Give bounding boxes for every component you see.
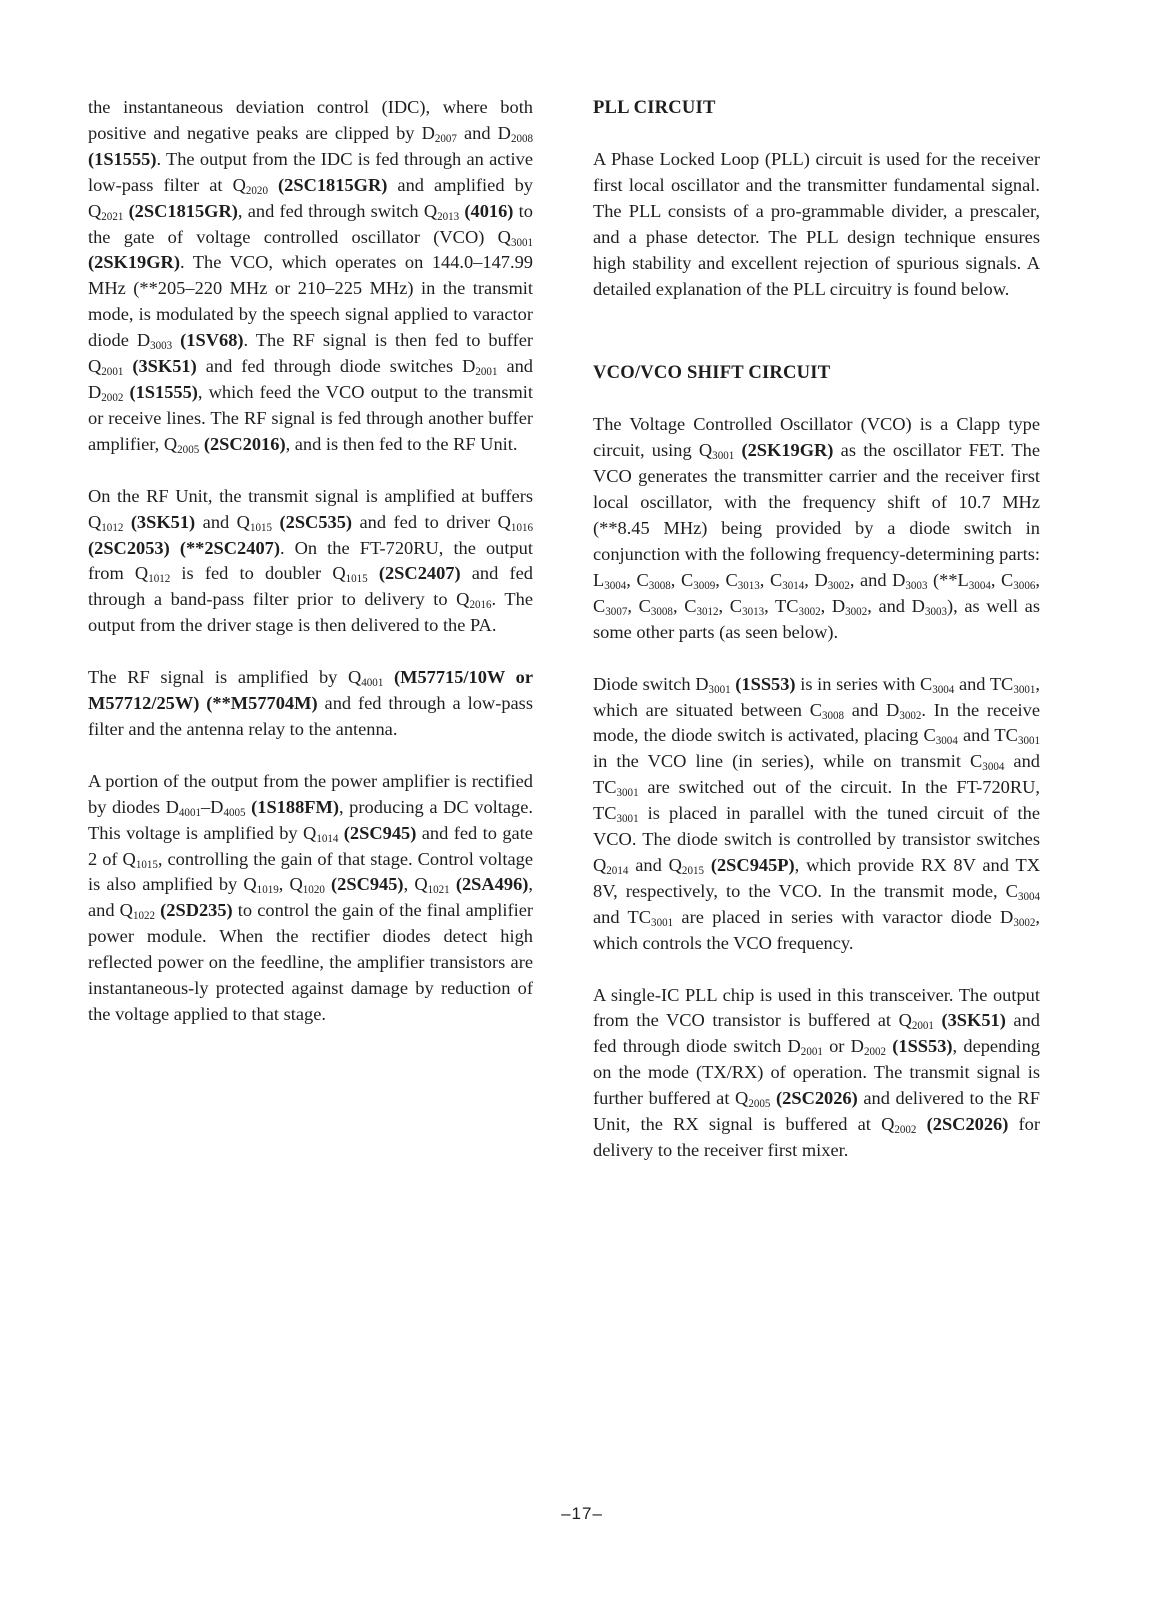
part-number: (1S188FM) [251,796,339,817]
subscript: 3001 [708,683,731,696]
subscript: 3013 [737,579,760,592]
subscript: 3004 [968,579,991,592]
diode-switch-paragraph: Diode switch $D_{3001}$ (1SS53) is in series with $C_{3004}$ and $TC_{3001}$, which are situated between $C_{3008}$ and $D_{3002}$. In the receive mode, the diode switch is activated, placing $C_{3004}$ and $TC_{3001}$ in the VCO line (in series), while on transmit $C_{3004}$ and $TC_{3001}$ are switched out of the circuit. In the FT-720RU, $TC_{3001}$ is placed in parallel with the tuned circuit of the VCO. The diode switch is controlled by transistor switches $Q_{2014}$ and $Q_{2015}$ (2SC945P), which provide RX 8V and TX 8V, respectively, to the VCO. In the transmit mode, $C_{3004}$ and $TC_{3001}$ are placed in series with varactor diode $D_{3002}$, which controls the VCO frequency. [593,673,1040,953]
part-number: (2SK19GR) [741,440,834,461]
part-number: (1SS53) [892,1036,953,1057]
part-number: (2SC945) [343,822,417,843]
subscript: 1014 [316,832,339,845]
subscript: 3006 [1013,579,1036,592]
subscript: 3004 [932,683,955,696]
subscript: 3003 [150,339,173,352]
pll-chip-paragraph: A single-IC PLL chip is used in this transceiver. The output from the VCO transistor is buffered at $Q_{2001}$ (3SK51) and fed through diode switch $D_{2001}$ or $D_{2002}$ (1SS53), depending on the mode (TX/RX) of operation. The transmit signal is further buffered at $Q_{2005}$ (2SC2026) and delivered to the RF Unit, the RX signal is buffered at $Q_{2002}$ (2SC2026) for delivery to the receiver first mixer. [593,984,1040,1160]
subscript: 3013 [742,605,765,618]
subscript: 1020 [302,884,325,897]
subscript: 2001 [101,365,124,378]
subscript: 3002 [899,709,922,722]
subscript: 1012 [148,573,171,586]
subscript: 3008 [648,579,671,592]
subscript: 2001 [911,1020,934,1033]
subscript: 3004 [935,735,958,748]
part-number: (2SC2053) [88,537,170,558]
subscript: 2002 [863,1046,886,1059]
subscript: 1015 [135,858,158,871]
part-number: (2SC1815GR) [128,200,238,221]
subscript: 2013 [437,210,460,223]
part-number: (3SK51) [130,511,196,532]
part-number: (2SC2016) [203,433,286,454]
part-number: (2SD235) [160,900,233,921]
part-number: (2SA496) [455,874,529,895]
idc-paragraph: the instantaneous deviation control (IDC), where both positive and negative peaks are clipped by $D_{2007}$ and $D_{2008}$ (1S1555). The output from the IDC is fed through an active low-pass filter at $Q_{2020}$ (2SC1815GR) and amplified by $Q_{2021}$ (2SC1815GR), and fed through switch $Q_{2013}$ (4016) to the gate of voltage controlled oscillator (VCO) $Q_{3001}$ (2SK19GR). The VCO, which operates on 144.0–147.99 MHz (**205–220 MHz or 210–225 MHz) in the transmit mode, is modulated by the speech signal applied to varactor diode $D_{3003}$ (1SV68). The RF signal is then fed to buffer $Q_{2001}$ (3SK51) and fed through diode switches $D_{2001}$ and $D_{2002}$ (1S1555), which feed the VCO output to the transmit or receive lines. The RF signal is fed through another buffer amplifier, $Q_{2005}$ (2SC2016), and is then fed to the RF Unit. [88,97,534,456]
subscript: 1019 [256,884,279,897]
subscript: 1015 [249,521,273,534]
part-number: (1S1555) [129,381,198,402]
subscript: 4005 [223,806,246,819]
subscript: 3007 [605,605,628,618]
subscript: 2008 [510,132,534,145]
part-number: (2SK19GR) [88,252,180,273]
part-number: (3SK51) [941,1010,1006,1031]
subscript: 1012 [101,521,124,534]
subscript: 3001 [712,450,735,463]
subscript: 2001 [475,365,498,378]
subscript: 2002 [101,391,124,404]
subscript: 4001 [361,676,384,689]
part-number: (3SK51) [132,356,197,377]
subscript: 3002 [798,605,821,618]
subscript: 2005 [177,443,200,456]
right-column [593,95,1040,1164]
subscript: 1015 [345,573,368,586]
subscript: 3001 [1017,735,1040,748]
part-number: (2SC535) [279,511,353,532]
rf-amplifier-paragraph: The RF signal is amplified by $Q_{4001}$ (M57715/10W or M57712/25W) (**M57704M) and fed through a low-pass filter and the antenna relay to the antenna. [88,667,533,739]
part-number: (1S1555) [88,148,157,169]
power-control-paragraph: A portion of the output from the power amplifier is rectified by diodes $D_{4001}-D_{4005}$ (1S188FM), producing a DC voltage. This voltage is amplified by $Q_{1014}$ (2SC945) and fed to gate 2 of $Q_{1015}$, controlling the gain of that stage. Control voltage is also amplified by $Q_{1019}$, $Q_{1020}$ (2SC945), $Q_{1021}$ (2SA496), and $Q_{1022}$ (2SD235) to control the gain of the final amplifier power module. When the rectifier diodes detect high reflected power on the feedline, the amplifier transistors are instantaneous-ly protected against damage by reduction of the voltage applied to that stage. [88,770,533,1024]
part-number: (2SC945P) [710,854,795,875]
subscript: 3001 [616,812,639,825]
part-number: (**M57704M) [206,693,318,714]
pll-paragraph: A Phase Locked Loop (PLL) circuit is used for the receiver first local oscillator and the transmitter fundamental signal. The PLL consists of a pro-grammable divider, a prescaler, and a phase detector. The PLL design technique ensures high stability and excellent rejection of spurious signals. A detailed explanation of the PLL circuitry is found below. [593,149,1040,299]
part-number: (1SV68) [180,330,244,351]
subscript: 2016 [469,599,492,612]
subscript: 3002 [827,579,850,592]
part-number: (M57715/10W or M57712/25W) [88,667,533,714]
subscript: 4001 [178,806,201,819]
subscript: 1016 [510,521,533,534]
subscript: 3008 [822,709,845,722]
rf-unit-paragraph: On the RF Unit, the transmit signal is amplified at buffers $Q_{1012}$ (3SK51) and $Q_{1015}$ (2SC535) and fed to driver $Q_{1016}$ (2SC2053) (**2SC2407). On the FT-720RU, the output from $Q_{1012}$ is fed to doubler $Q_{1015}$ (2SC2407) and fed through a band-pass filter prior to delivery to $Q_{2016}$. The output from the driver stage is then delivered to the PA. [88,485,533,636]
subscript: 3004 [982,761,1005,774]
part-number: (2SC945) [331,874,404,895]
subscript: 3003 [924,605,948,618]
left-column [88,95,533,1028]
page-number: –17– [561,1504,603,1523]
subscript: 3001 [616,786,639,799]
subscript: 3009 [693,579,716,592]
part-number: (2SC1815GR) [278,174,388,195]
part-number: (4016) [464,200,514,221]
part-number: (2SC2026) [776,1088,858,1109]
part-number: (2SC2407) [378,563,461,584]
subscript: 3001 [1013,683,1036,696]
subscript: 1022 [132,910,156,923]
subscript: 2014 [606,864,629,877]
subscript: 3002 [845,605,868,618]
subscript: 3014 [782,579,805,592]
subscript: 3004 [1017,890,1040,903]
subscript: 2001 [800,1046,823,1059]
pll-circuit-heading: PLL CIRCUIT [593,97,716,118]
subscript: 3003 [905,579,928,592]
subscript: 3001 [510,236,533,249]
subscript: 2002 [894,1123,917,1136]
subscript: 3004 [604,579,627,592]
subscript: 2015 [681,864,704,877]
subscript: 2007 [434,132,457,145]
part-number: (2SC2026) [926,1114,1009,1135]
subscript: 1021 [427,884,450,897]
part-number: (**2SC2407) [179,537,280,558]
subscript: 3002 [1013,916,1036,929]
subscript: 3012 [696,605,719,618]
vco-paragraph: The Voltage Controlled Oscillator (VCO) is a Clapp type circuit, using $Q_{3001}$ (2SK19GR) as the oscillator FET. The VCO generates the transmitter carrier and the receiver first local oscillator, with the frequency shift of 10.7 MHz (**8.45 MHz) being provided by a diode switch in conjunction with the following frequency-determining parts: $L_{3004}$, $C_{3008}$, $C_{3009}$, $C_{3013}$, $C_{3014}$, $D_{3002}$, and $D_{3003}$ ($**L_{3004}$, $C_{3006}$, $C_{3007}$, $C_{3008}$, $C_{3012}$, $C_{3013}$, $TC_{3002}$, $D_{3002}$, and $D_{3003}$), as well as some other parts (as seen below). [593,414,1040,642]
subscript: 3001 [651,916,674,929]
part-number: (1SS53) [735,673,796,694]
vco-shift-circuit-heading: VCO/VCO SHIFT CIRCUIT [593,362,831,384]
subscript: 2005 [748,1097,771,1110]
subscript: 2020 [245,184,268,197]
subscript: 3008 [650,605,673,618]
subscript: 2021 [101,210,124,223]
